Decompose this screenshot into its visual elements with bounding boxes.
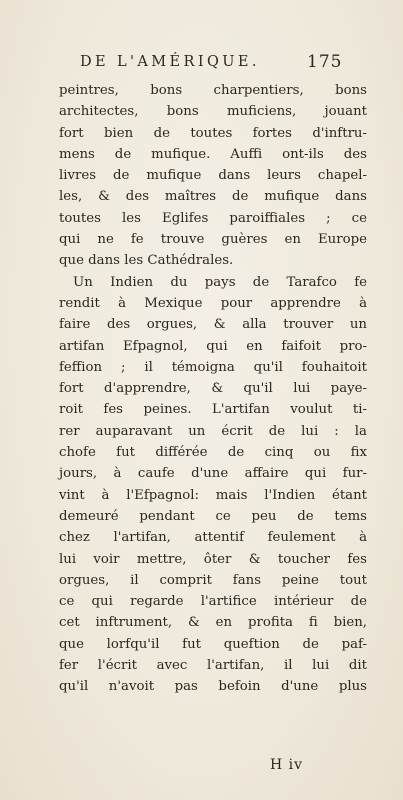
- text-line: rer auparavant un écrit de lui : la: [59, 423, 367, 439]
- text-line: faire des orgues, & alla trouver un: [59, 317, 367, 333]
- text-line: ce qui regarde l'artifice intérieur de: [59, 594, 367, 610]
- text-line: peintres, bons charpentiers, bons: [59, 83, 367, 98]
- paragraph-start-line: Un Indien du pays de Tarafco fe: [73, 274, 367, 290]
- text-line: qu'il n'avoit pas befoin d'une plus: [59, 679, 367, 695]
- page-number: 175: [307, 52, 343, 72]
- text-line: les, & des maîtres de mufique dans: [59, 189, 367, 205]
- signature-mark: H iv: [270, 757, 304, 773]
- text-line: qui ne fe trouve guères en Europe: [59, 232, 367, 248]
- text-line: toutes les Eglifes paroiffiales ; ce: [59, 210, 367, 226]
- text-line: architectes, bons muficiens, jouant: [59, 104, 367, 120]
- text-line: mens de mufique. Auffi ont-ils des: [59, 146, 367, 162]
- text-line: cet inftrument, & en profita fi bien,: [59, 615, 367, 631]
- page-header: [0, 52, 403, 82]
- running-title: DE L'AMÉRIQUE.: [80, 54, 260, 70]
- text-line: que lorfqu'il fut queftion de paf-: [59, 636, 367, 652]
- body-text: [59, 80, 367, 698]
- text-line: demeuré pendant ce peu de tems: [59, 508, 367, 524]
- text-line: fer l'écrit avec l'artifan, il lui dit: [59, 658, 367, 674]
- text-line: fort d'apprendre, & qu'il lui paye-: [59, 381, 367, 397]
- text-line: orgues, il comprit fans peine tout: [59, 572, 367, 588]
- text-line: vint à l'Efpagnol: mais l'Indien étant: [59, 487, 367, 503]
- text-line: feffion ; il témoigna qu'il fouhaitoit: [59, 359, 367, 375]
- text-line: fort bien de toutes fortes d'inftru-: [59, 125, 367, 141]
- text-line: roit fes peines. L'artifan voulut ti-: [59, 402, 367, 418]
- text-line: chez l'artifan, attentif feulement à: [59, 530, 367, 546]
- paragraph-end-line: que dans les Cathédrales.: [59, 253, 234, 269]
- text-line: chofe fut différée de cinq ou fix: [59, 445, 367, 461]
- text-line: lui voir mettre, ôter & toucher fes: [59, 551, 367, 567]
- text-line: rendit à Mexique pour apprendre à: [59, 295, 367, 311]
- text-line: artifan Efpagnol, qui en faifoit pro-: [59, 338, 367, 354]
- text-line: livres de mufique dans leurs chapel-: [59, 168, 367, 184]
- text-line: jours, à caufe d'une affaire qui fur-: [59, 466, 367, 482]
